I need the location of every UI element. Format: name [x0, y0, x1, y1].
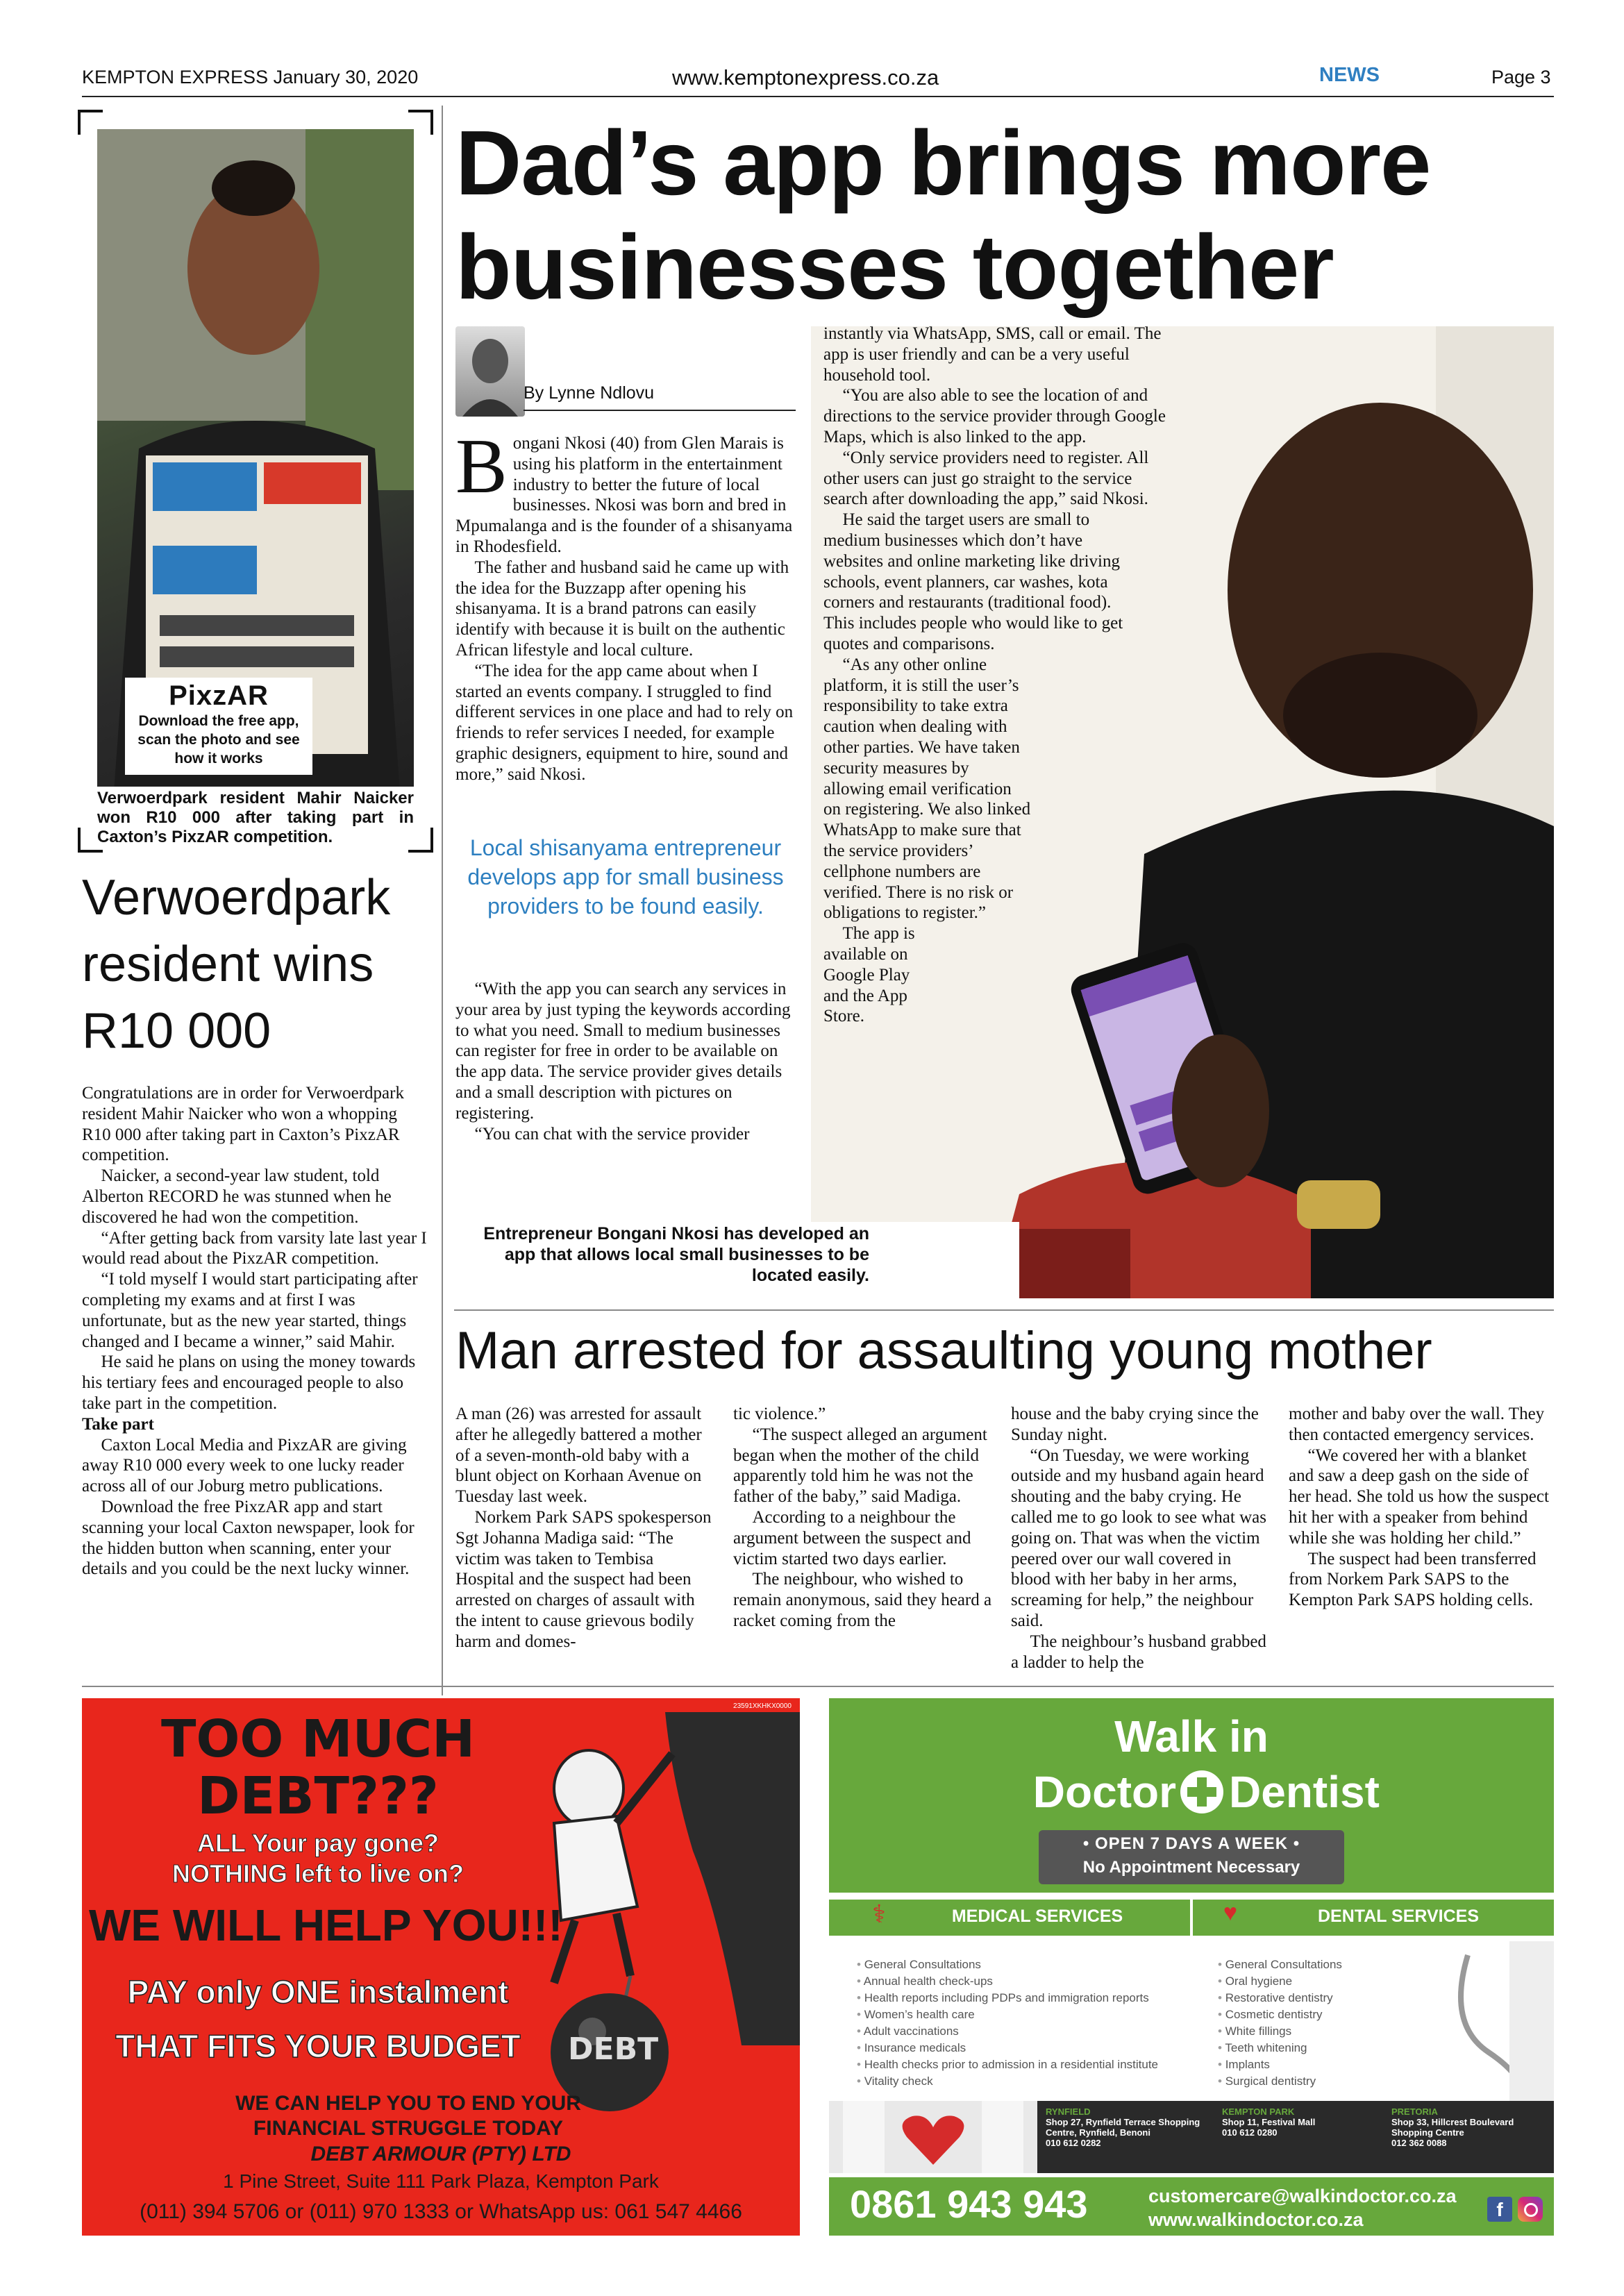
branch-phone[interactable]: 010 612 0280 — [1222, 2127, 1278, 2138]
drop-cap: B — [455, 424, 508, 510]
debt-ball-label: DEBT — [568, 2031, 659, 2067]
page-header — [82, 64, 1554, 92]
ad-title-top: Walk in — [1114, 1711, 1269, 1761]
assault-headline: Man arrested for assaulting young mother — [455, 1321, 1432, 1380]
branch-phone[interactable]: 012 362 0088 — [1391, 2138, 1447, 2148]
medical-item: • Adult vaccinations — [857, 2023, 1190, 2040]
pixzar-paragraph: “After getting back from varsity late last year I would read about the PixzAR competition. — [82, 1228, 427, 1268]
dental-item: • Restorative dentistry — [1218, 1990, 1398, 2006]
medical-item: • Women’s health care — [857, 2006, 1190, 2023]
branch-phone[interactable]: 010 612 0282 — [1046, 2138, 1101, 2148]
heart-hands-image — [829, 2101, 1037, 2173]
ad-title-left: Doctor — [1032, 1767, 1176, 1817]
app-paragraph: “You can chat with the service provider — [474, 1124, 750, 1143]
stethoscope-illustration — [1440, 1941, 1554, 2115]
page-number: Page 3 — [1491, 67, 1551, 87]
app-paragraph: “The idea for the app came about when I started an events company. I struggled to find different services in one place and had to rely on friends to refer services I needed, for example graphic designers, equipment to hire, sound and more,” said Nkosi. — [455, 661, 794, 784]
stethoscope-icon: ⚕ — [872, 1900, 886, 1928]
app-headline: Dad’s app brings more businesses together — [455, 112, 1431, 318]
assault-paragraph: According to a neighbour the argument between the suspect and victim started two days earlier. — [733, 1507, 971, 1568]
branch-name: RYNFIELD — [1046, 2106, 1091, 2117]
ad-phones[interactable]: (011) 394 5706 or (011) 970 1333 or WhatsApp us: 061 547 4466 — [82, 2195, 800, 2236]
ad-line8: WE CAN HELP YOU TO END YOUR FINANCIAL STRUGGLE TODAY — [235, 2092, 581, 2140]
ads-rule — [82, 1686, 1554, 1687]
instagram-icon[interactable] — [1518, 2197, 1543, 2222]
open-banner — [1039, 1830, 1344, 1884]
contact-web[interactable]: www.walkindoctor.co.za — [1148, 2209, 1364, 2230]
assault-paragraph: The neighbour, who wished to remain anonymous, said they heard a racket coming from the — [733, 1570, 992, 1630]
dental-item: • Oral hygiene — [1218, 1973, 1398, 1990]
assault-paragraph: The neighbour’s husband grabbed a ladder to help the — [1011, 1632, 1266, 1672]
pixzar-paragraph: “I told myself I would start participating after completing my exams and at first I was unfortunate, but as the new year started, things changed and I became a winner,” said Mahir. — [82, 1270, 418, 1351]
assault-paragraph: “The suspect alleged an argument began when the mother of the child apparently told him he was not the father of the baby,” said Madiga. — [733, 1425, 987, 1507]
app-body-col1 — [455, 424, 796, 785]
assault-paragraph: Norkem Park SAPS spokesperson Sgt Johanna Madiga said: “The victim was taken to Tembisa Hospital and the suspect had been arrested on charges of assault with the intent to cause grievous bodily harm and domes- — [455, 1507, 712, 1651]
branch-rynfield — [1046, 2106, 1212, 2148]
assault-col2 — [733, 1404, 993, 1632]
appointment-line: No Appointment Necessary — [1082, 1858, 1300, 1877]
dental-item: • Surgical dentistry — [1218, 2073, 1398, 2090]
pixzar-paragraph: Caxton Local Media and PixzAR are giving away R10 000 every week to one lucky reader across all of our Joburg metro publications. — [82, 1435, 407, 1496]
pixzar-paragraph: Naicker, a second-year law student, told Alberton RECORD he was stunned when he discovered he had won the competition. — [82, 1166, 392, 1227]
ad-line2: DEBT??? — [197, 1766, 439, 1826]
medical-cross-icon — [1180, 1770, 1223, 1813]
ad-line1: TOO MUCH — [160, 1709, 476, 1769]
assault-paragraph: The suspect had been transferred from Norkem Park SAPS to the Kempton Park SAPS holding cells. — [1289, 1549, 1537, 1610]
pixzar-badge-text: Download the free app, scan the photo and see how it works — [137, 713, 300, 766]
branch-name: KEMPTON PARK — [1222, 2106, 1295, 2117]
dental-list — [1218, 1956, 1398, 2090]
byline: By Lynne Ndlovu — [524, 383, 655, 403]
pixzar-paragraph: He said he plans on using the money towards his tertiary fees and encouraged people to also take part in the competition. — [82, 1352, 416, 1413]
branch-pretoria — [1391, 2106, 1551, 2148]
assault-paragraph: “We covered her with a blanket and saw a deep gash on the side of her head. She told us how the suspect hit her with a speaker from behind while she was holding her child.” — [1289, 1446, 1549, 1548]
dental-item: • Teeth whitening — [1218, 2040, 1398, 2056]
phone-big[interactable]: 0861 943 943 — [850, 2182, 1088, 2226]
column-divider — [442, 106, 443, 1695]
open-line: • OPEN 7 DAYS A WEEK • — [1082, 1834, 1300, 1853]
medical-item: • Insurance medicals — [857, 2040, 1190, 2056]
branch-name: PRETORIA — [1391, 2106, 1438, 2117]
app-paragraph: instantly via WhatsApp, SMS, call or email. The app is user friendly and can be a very useful household tool. — [823, 324, 1162, 385]
ad-tag: 23591XKHKX0000 — [733, 1702, 792, 1710]
assault-col3 — [1011, 1404, 1271, 1673]
pixzar-badge[interactable] — [125, 678, 312, 775]
entrepreneur-caption: Entrepreneur Bongani Nkosi has developed an app that allows local small businesses to be located easily. — [483, 1224, 869, 1285]
medical-item: • Annual health check-ups — [857, 1973, 1190, 1990]
assault-col4 — [1289, 1404, 1552, 1611]
app-body-col1b — [455, 979, 796, 1144]
pixzar-photo-frame — [78, 110, 433, 853]
dental-item: • General Consultations — [1218, 1956, 1398, 1973]
winner-photo — [97, 129, 414, 830]
pixzar-headline: Verwoerdpark resident wins R10 000 — [82, 870, 391, 1059]
assault-paragraph: A man (26) was arrested for assault after he allegedly battered a mother of a seven-month-old baby with a blunt object on Korhaan Avenue on Tuesday last week. — [455, 1405, 702, 1507]
pixzar-logo: PixzAR — [169, 680, 269, 711]
assault-paragraph: tic violence.” — [733, 1405, 826, 1423]
ad-line6: PAY only ONE instalment — [127, 1974, 509, 2010]
assault-paragraph: house and the baby crying since the Sunday night. — [1011, 1405, 1259, 1444]
pull-quote: Local shisanyama entrepreneur develops app for small business providers to be found easily. — [467, 835, 784, 919]
dental-item: • Cosmetic dentistry — [1218, 2006, 1398, 2023]
assault-paragraph: mother and baby over the wall. They then contacted emergency services. — [1289, 1405, 1545, 1444]
pixzar-photo-caption: Verwoerdpark resident Mahir Naicker won R10 000 after taking part in Caxton’s PixzAR competition. — [97, 789, 414, 846]
pixzar-body — [82, 1083, 429, 1579]
app-paragraph: The father and husband said he came up with the idea for the Buzzapp after opening his shisanyama. It is a brand patrons can easily identify with because it is built on the authentic African lifestyle and local culture. — [455, 558, 789, 660]
assault-col1 — [455, 1404, 715, 1652]
pixzar-subhead: Take part — [82, 1414, 154, 1434]
medical-item: • Health reports including PDPs and immigration reports — [857, 1990, 1190, 2006]
contact-email[interactable]: customercare@walkindoctor.co.za — [1148, 2186, 1457, 2206]
ad-line3: ALL Your pay gone? — [196, 1829, 440, 1857]
author-avatar — [455, 326, 525, 417]
branch-address: Shop 27, Rynfield Terrace Shopping Centre, Rynfield, Benoni — [1046, 2117, 1200, 2138]
app-paragraph: The app is available on Google Play and the App Store. — [823, 924, 915, 1026]
app-lead: ongani Nkosi (40) from Glen Marais is using his platform in the entertainment industry to better the future of local businesses. Nkosi was born and bred in Mpumalanga and is the founder of a shisanyama in Rhodesfield. — [455, 434, 793, 556]
header-rule — [82, 96, 1554, 97]
branch-address: Shop 33, Hillcrest Boulevard Shopping Centre — [1391, 2117, 1514, 2138]
medical-item: • Health checks prior to admission in a residential institute — [857, 2056, 1190, 2073]
app-paragraph: “You are also able to see the location of and directions to the service provider through Google Maps, which is also linked to the app. — [823, 386, 1166, 446]
ad-company: DEBT ARMOUR (PTY) LTD — [310, 2143, 571, 2165]
app-paragraph: “Only service providers need to register. All other users can just go straight to the service search after downloading the app,” said Nkosi. — [823, 448, 1149, 509]
paper-date: KEMPTON EXPRESS January 30, 2020 — [82, 67, 419, 87]
byline-block — [455, 326, 796, 424]
section-label: NEWS — [1319, 64, 1380, 86]
debt-ad[interactable] — [82, 1698, 800, 2195]
doctor-ad[interactable] — [829, 1698, 1554, 2236]
site-url[interactable]: www.kemptonexpress.co.za — [672, 65, 939, 90]
ad-address: 1 Pine Street, Suite 111 Park Plaza, Kempton Park — [223, 2170, 659, 2192]
app-paragraph: He said the target users are small to medium businesses which don’t have websites and online marketing like driving schools, event planners, car washes, kota corners and restaurants (traditional food). This includes people who would like to get quotes and comparisons. — [823, 510, 1123, 653]
section-rule — [454, 1309, 1554, 1311]
dental-item: • Implants — [1218, 2056, 1398, 2073]
pixzar-paragraph: Congratulations are in order for Verwoerdpark resident Mahir Naicker who won a whopping R10 000 after taking part in Caxton’s PixzAR competition. — [82, 1084, 404, 1165]
assault-paragraph: “On Tuesday, we were working outside and my husband again heard shouting and the baby crying. He called me to go look to see what was going on. That was when the victim peered over our wall covered in blood with her baby in her arms, screaming for help,” the neighbour said. — [1011, 1446, 1266, 1630]
branch-address: Shop 11, Festival Mall — [1222, 2117, 1316, 2127]
pixzar-paragraph: Download the free PixzAR app and start scanning your local Caxton newspaper, look for the hidden button when scanning, enter your details and you could be the next lucky winner. — [82, 1497, 415, 1579]
app-paragraph: “With the app you can search any services in your area by just typing the keywords according to what you need. Small to medium businesses can register for free in order to be available on the app data. The service provider gives details and a small description with pictures on registering. — [455, 980, 791, 1123]
app-paragraph: “As any other online platform, it is still the user’s responsibility to take extra caution when dealing with other parties. We have taken security measures by allowing email verification on registering. We also linked WhatsApp to make sure that the service providers’ cellphone numbers are verified. There is no risk or obligations to register.” — [823, 655, 1031, 923]
facebook-icon[interactable]: f — [1487, 2197, 1512, 2222]
dental-header: DENTAL SERVICES — [1318, 1907, 1479, 1926]
dental-item: • White fillings — [1218, 2023, 1398, 2040]
tooth-icon: ♥ — [1223, 1900, 1238, 1926]
branch-kempton-park — [1222, 2106, 1382, 2138]
ad-line4: NOTHING left to live on? — [172, 1859, 464, 1888]
medical-item: • Vitality check — [857, 2073, 1190, 2090]
byline-rule — [524, 410, 796, 411]
medical-header: MEDICAL SERVICES — [951, 1907, 1123, 1926]
ad-line5: WE WILL HELP YOU!!! — [89, 1900, 563, 1950]
ad-line7: THAT FITS YOUR BUDGET — [115, 2028, 521, 2064]
medical-item: • General Consultations — [857, 1956, 1190, 1973]
medical-list — [857, 1956, 1190, 2090]
ad-title-right: Dentist — [1229, 1767, 1380, 1817]
app-body-col2 — [823, 324, 1171, 1027]
